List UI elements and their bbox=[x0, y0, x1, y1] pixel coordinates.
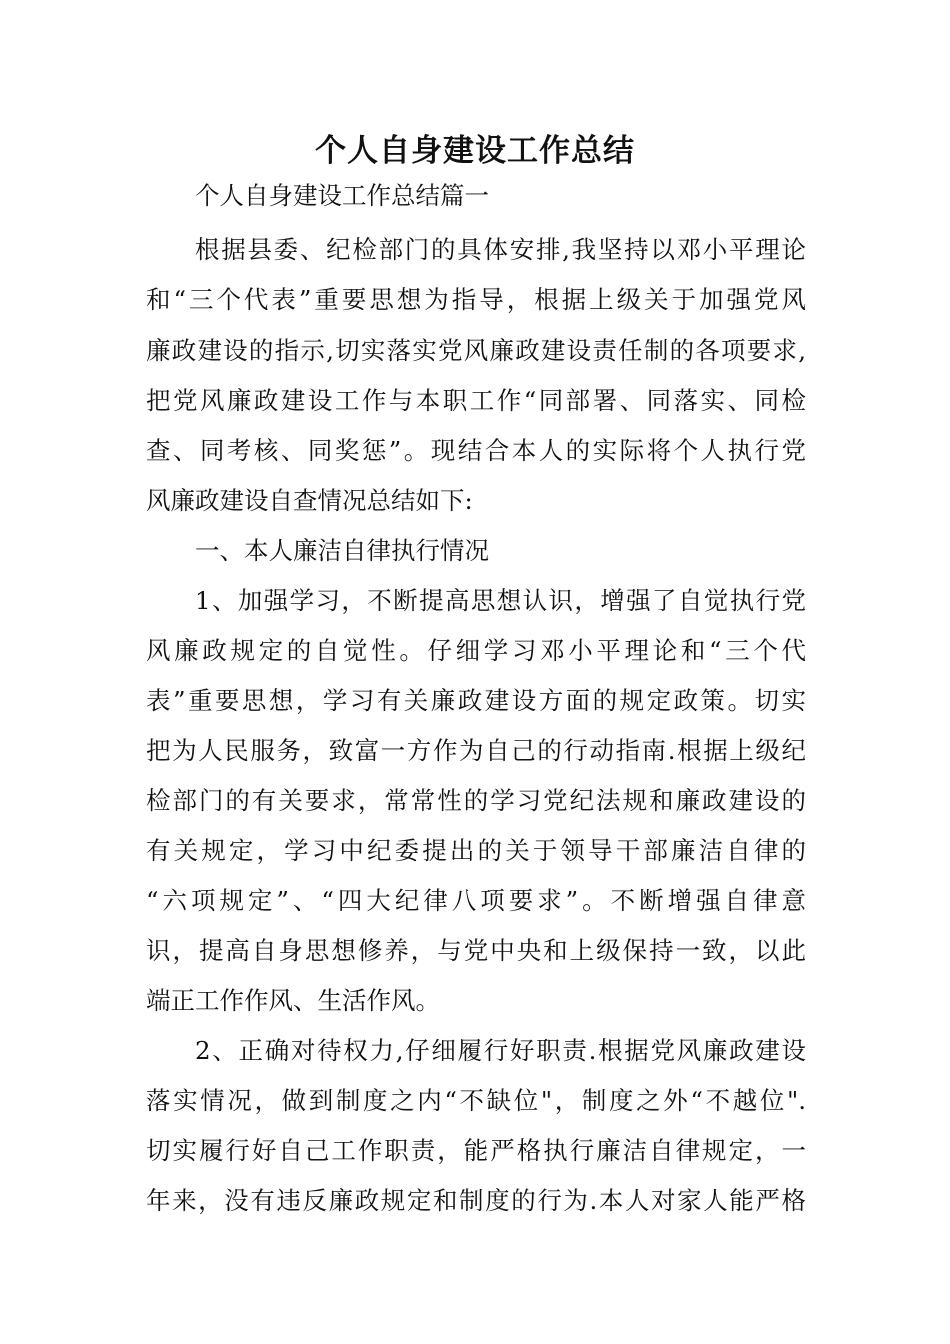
paragraph-line: 和“三个代表”重要思想为指导，根据上级关于加强党风 bbox=[146, 285, 806, 314]
paragraph-line: 查、同考核、同奖惩”。现结合本人的实际将个人执行党 bbox=[146, 436, 806, 465]
paragraph-line: 表”重要思想，学习有关廉政建设方面的规定政策。切实 bbox=[146, 686, 806, 715]
section-heading: 个人自身建设工作总结篇一 bbox=[195, 181, 489, 210]
paragraph-line: 1、加强学习，不断提高思想认识，增强了自觉执行党 bbox=[195, 586, 806, 615]
paragraph-line: 把为人民服务，致富一方作为自己的行动指南.根据上级纪 bbox=[146, 736, 806, 765]
paragraph-line: 廉政建设的指示,切实落实党风廉政建设责任制的各项要求, bbox=[146, 336, 806, 365]
paragraph-line: 把党风廉政建设工作与本职工作“同部署、同落实、同检 bbox=[146, 386, 806, 415]
paragraph-line: 端正工作作风、生活作风。 bbox=[146, 986, 440, 1015]
subsection-heading: 一、本人廉洁自律执行情况 bbox=[195, 536, 489, 565]
paragraph-line: 风廉政建设自查情况总结如下: bbox=[146, 486, 473, 515]
paragraph-line: 落实情况，做到制度之内“不缺位"，制度之外“不越位". bbox=[146, 1086, 806, 1115]
paragraph-line: “六项规定”、“四大纪律八项要求”。不断增强自律意 bbox=[146, 886, 806, 915]
paragraph-line: 根据县委、纪检部门的具体安排,我坚持以邓小平理论 bbox=[195, 235, 806, 264]
document-title: 个人自身建设工作总结 bbox=[315, 133, 635, 169]
paragraph-line: 检部门的有关要求，常常性的学习党纪法规和廉政建设的 bbox=[146, 786, 806, 815]
paragraph-line: 有关规定，学习中纪委提出的关于领导干部廉洁自律的 bbox=[146, 836, 806, 865]
paragraph-line: 风廉政规定的自觉性。仔细学习邓小平理论和“三个代 bbox=[146, 636, 806, 665]
paragraph-line: 年来，没有违反廉政规定和制度的行为.本人对家人能严格 bbox=[146, 1186, 806, 1215]
paragraph-line: 识，提高自身思想修养，与党中央和上级保持一致，以此 bbox=[146, 936, 806, 965]
paragraph-line: 切实履行好自己工作职责，能严格执行廉洁自律规定，一 bbox=[146, 1136, 806, 1165]
paragraph-line: 2、正确对待权力,仔细履行好职责.根据党风廉政建设 bbox=[195, 1036, 806, 1065]
